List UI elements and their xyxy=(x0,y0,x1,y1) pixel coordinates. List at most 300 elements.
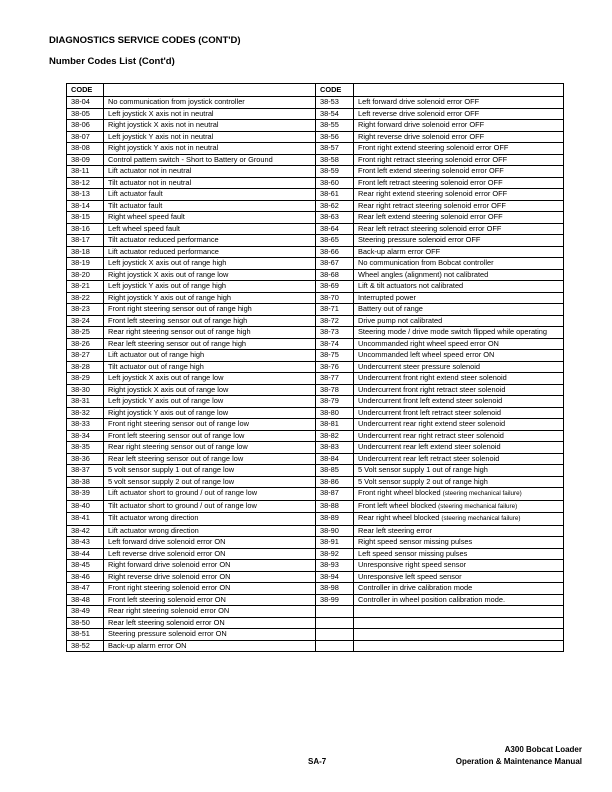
code-cell xyxy=(67,430,104,442)
description-cell-text: Front right steering sensor out of range high xyxy=(108,304,252,313)
description-cell-text: Lift actuator not in neutral xyxy=(108,166,192,175)
code-cell xyxy=(316,189,354,201)
description-cell-text: Left joystick X axis not in neutral xyxy=(108,108,214,118)
description-cell-text: Right joystick Y axis out of range low xyxy=(108,407,229,417)
codes-table-body xyxy=(67,97,564,652)
description-cell-text: Lift actuator short to ground / out of range low xyxy=(108,488,258,497)
description-cell xyxy=(354,304,564,316)
code-cell-text: 38-23 xyxy=(71,304,90,313)
table-row xyxy=(67,419,564,431)
code-cell-text: 38-69 xyxy=(320,281,339,290)
description-cell-text: Right joystick Y axis out of range high xyxy=(108,292,231,302)
description-cell xyxy=(354,571,564,583)
description-cell-text: Left joystick X axis out of range low xyxy=(108,373,224,382)
description-cell xyxy=(354,419,564,431)
code-cell-text: 38-59 xyxy=(320,166,339,175)
code-cell xyxy=(316,246,354,258)
description-cell-text: Lift actuator reduced performance xyxy=(108,246,219,256)
code-cell-text: 38-71 xyxy=(320,304,339,313)
description-cell-text: Front left wheel blocked xyxy=(358,500,437,510)
description-cell xyxy=(354,223,564,235)
code-cell-text: 38-35 xyxy=(71,442,90,451)
description-cell xyxy=(104,640,316,652)
description-cell-text: Undercurrent rear right retract steer solenoid xyxy=(358,430,504,440)
description-cell-text: Right reverse drive solenoid error OFF xyxy=(358,131,485,141)
description-cell-text: Rear left steering sensor out of range high xyxy=(108,338,247,348)
description-cell xyxy=(354,281,564,293)
code-cell-text: 38-80 xyxy=(320,407,339,417)
code-cell-text: 38-25 xyxy=(71,327,90,336)
code-cell xyxy=(67,258,104,270)
code-cell-text: 38-73 xyxy=(320,327,339,336)
description-cell-text: Front right extend steering solenoid error OFF xyxy=(358,143,509,152)
description-cell xyxy=(104,453,316,465)
code-cell xyxy=(67,640,104,652)
code-cell xyxy=(316,629,354,641)
description-cell-text: Tilt actuator wrong direction xyxy=(108,513,199,522)
code-cell xyxy=(67,223,104,235)
code-cell-text: 38-77 xyxy=(320,373,339,382)
description-cell xyxy=(354,384,564,396)
description-cell-text: Undercurrent rear left extend steer solenoid xyxy=(358,442,501,451)
code-cell-text: 38-85 xyxy=(320,465,339,474)
code-cell-text: 38-46 xyxy=(71,571,90,581)
table-row xyxy=(67,189,564,201)
code-cell-text: 38-93 xyxy=(320,560,339,569)
code-cell-text: 38-86 xyxy=(320,476,339,486)
code-cell xyxy=(316,384,354,396)
table-row xyxy=(67,396,564,408)
description-cell xyxy=(354,488,564,501)
description-cell xyxy=(104,571,316,583)
code-cell-text: 38-84 xyxy=(320,453,339,463)
description-cell-text: Lift actuator wrong direction xyxy=(108,525,199,535)
code-cell xyxy=(316,292,354,304)
description-cell-text: Front left steering solenoid error ON xyxy=(108,594,226,604)
code-cell-text: 38-14 xyxy=(71,200,90,210)
code-cell-text: 38-79 xyxy=(320,396,339,405)
code-cell xyxy=(67,361,104,373)
code-cell-text: 38-06 xyxy=(71,120,90,129)
code-cell-text: 38-60 xyxy=(320,177,339,187)
code-cell-text: 38-38 xyxy=(71,476,90,486)
table-row xyxy=(67,292,564,304)
code-cell xyxy=(316,108,354,120)
code-cell-text: 38-87 xyxy=(320,488,339,497)
description-cell xyxy=(354,407,564,419)
description-cell xyxy=(104,583,316,595)
description-cell-text: Undercurrent front right retract steer solenoid xyxy=(358,384,506,394)
code-cell-text: 38-28 xyxy=(71,361,90,371)
table-row xyxy=(67,571,564,583)
table-row xyxy=(67,97,564,109)
description-cell-text: Tilt actuator short to ground / out of range low xyxy=(108,500,257,510)
description-cell-text: Left reverse drive solenoid error ON xyxy=(108,548,226,558)
description-cell xyxy=(104,594,316,606)
code-cell-text: 38-72 xyxy=(320,315,339,325)
description-cell xyxy=(354,500,564,513)
description-cell-text: Right joystick X axis out of range low xyxy=(108,384,229,394)
description-cell-text: Rear left extend steering solenoid error OFF xyxy=(358,212,503,221)
description-cell-text: Rear left retract steering solenoid error OFF xyxy=(358,223,502,233)
table-row xyxy=(67,166,564,178)
description-cell xyxy=(104,143,316,155)
code-cell xyxy=(316,350,354,362)
table-row xyxy=(67,235,564,247)
code-cell-text: 38-40 xyxy=(71,500,90,510)
code-cell xyxy=(67,407,104,419)
description-cell xyxy=(354,246,564,258)
description-cell xyxy=(354,548,564,560)
description-cell-text: Left wheel speed fault xyxy=(108,223,180,233)
table-row xyxy=(67,430,564,442)
code-cell xyxy=(67,338,104,350)
code-cell xyxy=(316,269,354,281)
code-cell xyxy=(67,537,104,549)
description-cell xyxy=(104,304,316,316)
table-row xyxy=(67,560,564,572)
description-cell xyxy=(104,281,316,293)
code-cell xyxy=(316,373,354,385)
description-header-right xyxy=(354,84,564,97)
description-cell xyxy=(104,629,316,641)
code-header-right: CODE xyxy=(316,84,354,97)
description-cell xyxy=(354,442,564,454)
code-cell xyxy=(67,513,104,526)
code-cell xyxy=(67,606,104,618)
description-cell-text: Interrupted power xyxy=(358,292,416,302)
code-cell xyxy=(67,97,104,109)
description-cell xyxy=(104,548,316,560)
description-cell xyxy=(354,560,564,572)
code-cell xyxy=(316,396,354,408)
description-cell xyxy=(354,258,564,270)
code-cell-text: 38-09 xyxy=(71,154,90,164)
code-cell xyxy=(67,453,104,465)
table-row xyxy=(67,617,564,629)
code-cell xyxy=(316,338,354,350)
code-cell-text: 38-22 xyxy=(71,292,90,302)
description-cell xyxy=(354,453,564,465)
code-cell-text: 38-05 xyxy=(71,108,90,118)
description-cell-text: Undercurrent front right extend steer solenoid xyxy=(358,373,507,382)
description-cell-text: Lift actuator fault xyxy=(108,189,163,198)
description-cell-text: Rear right steering solenoid error ON xyxy=(108,606,230,615)
code-cell xyxy=(67,235,104,247)
code-cell-text: 38-39 xyxy=(71,488,90,497)
description-cell-text: Tilt actuator not in neutral xyxy=(108,177,192,187)
description-header-left xyxy=(104,84,316,97)
description-cell xyxy=(104,97,316,109)
description-cell-text: No communication from Bobcat controller xyxy=(358,258,494,267)
code-cell-text: 38-98 xyxy=(320,583,339,592)
description-cell xyxy=(104,500,316,513)
description-cell xyxy=(104,235,316,247)
code-cell xyxy=(316,617,354,629)
description-cell xyxy=(104,384,316,396)
code-cell-text: 38-89 xyxy=(320,513,339,522)
description-cell xyxy=(354,465,564,477)
code-cell-text: 38-31 xyxy=(71,396,90,405)
code-cell xyxy=(316,606,354,618)
code-cell-text: 38-81 xyxy=(320,419,339,428)
code-cell-text: 38-32 xyxy=(71,407,90,417)
footer-product-title: A300 Bobcat Loader xyxy=(504,745,582,754)
code-cell xyxy=(316,223,354,235)
description-cell xyxy=(104,476,316,488)
description-cell xyxy=(354,513,564,526)
description-cell-text: Undercurrent rear left retract steer solenoid xyxy=(358,453,500,463)
table-row xyxy=(67,442,564,454)
table-row xyxy=(67,453,564,465)
table-row xyxy=(67,131,564,143)
code-cell xyxy=(67,617,104,629)
description-cell xyxy=(104,361,316,373)
description-cell-text: Left forward drive solenoid error ON xyxy=(108,537,226,546)
code-cell xyxy=(316,537,354,549)
code-cell xyxy=(67,419,104,431)
description-cell-text: Undercurrent steer pressure solenoid xyxy=(358,361,481,371)
description-cell-text: Right reverse drive solenoid error ON xyxy=(108,571,231,581)
code-cell xyxy=(316,304,354,316)
description-cell-text: Front right wheel blocked xyxy=(358,488,441,497)
code-cell-text: 38-24 xyxy=(71,315,90,325)
description-cell-text: Controller in wheel position calibration mode. xyxy=(358,594,506,604)
description-cell-text: Right speed sensor missing pulses xyxy=(358,537,473,546)
description-cell-text: Rear left steering sensor out of range low xyxy=(108,453,244,463)
code-cell xyxy=(316,131,354,143)
description-cell-text: Wheel angles (alignment) not calibrated xyxy=(358,269,489,279)
description-cell-text: 5 volt sensor supply 2 out of range low xyxy=(108,476,235,486)
description-cell xyxy=(354,396,564,408)
code-cell-text: 38-74 xyxy=(320,338,339,348)
description-cell xyxy=(104,488,316,501)
description-cell xyxy=(354,617,564,629)
code-cell xyxy=(316,571,354,583)
description-cell xyxy=(104,537,316,549)
code-cell-text: 38-26 xyxy=(71,338,90,348)
description-cell xyxy=(354,338,564,350)
description-cell-text: 5 Volt sensor supply 2 out of range high xyxy=(358,476,488,486)
description-cell xyxy=(104,246,316,258)
table-row xyxy=(67,583,564,595)
code-cell-text: 38-12 xyxy=(71,177,90,187)
description-cell xyxy=(104,560,316,572)
table-row xyxy=(67,350,564,362)
code-cell xyxy=(316,465,354,477)
code-cell-text: 38-64 xyxy=(320,223,339,233)
code-cell xyxy=(67,315,104,327)
table-row xyxy=(67,338,564,350)
code-cell-text: 38-17 xyxy=(71,235,90,244)
table-row xyxy=(67,212,564,224)
description-cell xyxy=(354,476,564,488)
code-cell-text: 38-11 xyxy=(71,166,90,175)
code-cell-text: 38-34 xyxy=(71,430,90,440)
table-row xyxy=(67,500,564,513)
table-row xyxy=(67,281,564,293)
description-cell-text: Right wheel speed fault xyxy=(108,212,185,221)
code-cell xyxy=(316,594,354,606)
description-cell xyxy=(354,269,564,281)
description-cell xyxy=(104,131,316,143)
code-cell xyxy=(67,548,104,560)
description-cell xyxy=(104,396,316,408)
code-cell xyxy=(316,120,354,132)
code-cell-text: 38-47 xyxy=(71,583,90,592)
code-cell-text: 38-57 xyxy=(320,143,339,152)
table-row xyxy=(67,594,564,606)
code-cell-text: 38-48 xyxy=(71,594,90,604)
code-cell xyxy=(316,281,354,293)
footer-manual-title: Operation & Maintenance Manual xyxy=(455,757,582,766)
code-cell-text: 38-88 xyxy=(320,500,339,510)
code-cell xyxy=(67,500,104,513)
code-cell xyxy=(67,292,104,304)
code-header-left: CODE xyxy=(67,84,104,97)
description-cell xyxy=(354,189,564,201)
description-cell xyxy=(354,212,564,224)
description-cell xyxy=(104,120,316,132)
code-cell xyxy=(67,177,104,189)
description-cell-text: Rear right steering sensor out of range high xyxy=(108,327,251,336)
description-cell-text: Uncommanded right wheel speed error ON xyxy=(358,338,499,348)
description-cell-text: Control pattern switch - Short to Battery or Ground xyxy=(108,154,273,164)
description-cell-text: Left reverse drive solenoid error OFF xyxy=(358,108,480,118)
description-cell xyxy=(104,154,316,166)
code-cell-text: 38-61 xyxy=(320,189,339,198)
code-cell xyxy=(316,407,354,419)
code-cell-text: 38-67 xyxy=(320,258,339,267)
description-cell xyxy=(354,315,564,327)
table-row xyxy=(67,361,564,373)
code-cell xyxy=(316,177,354,189)
code-cell xyxy=(67,571,104,583)
description-cell-text: Right forward drive solenoid error OFF xyxy=(358,120,485,129)
table-row xyxy=(67,407,564,419)
table-row xyxy=(67,315,564,327)
description-cell xyxy=(104,338,316,350)
code-cell xyxy=(316,361,354,373)
table-row xyxy=(67,108,564,120)
table-row xyxy=(67,465,564,477)
description-cell xyxy=(354,525,564,537)
code-cell xyxy=(67,246,104,258)
table-row xyxy=(67,246,564,258)
description-cell xyxy=(104,513,316,526)
code-cell-text: 38-58 xyxy=(320,154,339,164)
description-cell xyxy=(354,97,564,109)
code-cell xyxy=(67,629,104,641)
code-cell-text: 38-52 xyxy=(71,640,90,650)
table-row xyxy=(67,629,564,641)
code-cell-text: 38-42 xyxy=(71,525,90,535)
description-cell-text: Battery out of range xyxy=(358,304,423,313)
code-cell-text: 38-76 xyxy=(320,361,339,371)
description-cell-text: Lift & tilt actuators not calibrated xyxy=(358,281,464,290)
table-row xyxy=(67,177,564,189)
table-row xyxy=(67,327,564,339)
description-cell xyxy=(354,154,564,166)
table-row xyxy=(67,304,564,316)
description-cell xyxy=(104,525,316,537)
table-row xyxy=(67,537,564,549)
code-cell-text: 38-27 xyxy=(71,350,90,359)
table-row xyxy=(67,120,564,132)
description-cell xyxy=(354,640,564,652)
description-cell xyxy=(104,430,316,442)
table-row xyxy=(67,476,564,488)
code-cell xyxy=(67,384,104,396)
description-cell xyxy=(354,327,564,339)
table-row xyxy=(67,488,564,501)
description-cell xyxy=(354,629,564,641)
code-cell-text: 38-04 xyxy=(71,97,90,106)
description-cell-text: Controller in drive calibration mode xyxy=(358,583,473,592)
description-cell xyxy=(104,189,316,201)
description-cell-text: Tilt actuator fault xyxy=(108,200,163,210)
description-cell-text: Rear left steering error xyxy=(358,525,432,535)
code-cell-text: 38-07 xyxy=(71,131,90,141)
description-cell xyxy=(104,465,316,477)
code-cell-text: 38-36 xyxy=(71,453,90,463)
code-cell xyxy=(67,465,104,477)
table-row xyxy=(67,143,564,155)
description-cell xyxy=(104,258,316,270)
code-cell xyxy=(316,315,354,327)
description-cell xyxy=(104,606,316,618)
description-cell-text: Unresponsive left speed sensor xyxy=(358,571,462,581)
description-cell xyxy=(104,617,316,629)
description-cell-text: Drive pump not calibrated xyxy=(358,315,443,325)
code-cell xyxy=(316,258,354,270)
code-cell-text: 38-30 xyxy=(71,384,90,394)
description-cell-text: Right forward drive solenoid error ON xyxy=(108,560,231,569)
description-cell-text: Rear right wheel blocked xyxy=(358,513,440,522)
code-cell xyxy=(67,200,104,212)
description-cell xyxy=(104,407,316,419)
code-cell xyxy=(67,212,104,224)
description-cell-text: Left speed sensor missing pulses xyxy=(358,548,468,558)
code-cell-text: 38-92 xyxy=(320,548,339,558)
description-cell-text: Steering pressure solenoid error OFF xyxy=(358,235,481,244)
code-cell xyxy=(316,166,354,178)
code-cell xyxy=(67,373,104,385)
description-cell-text: Rear right extend steering solenoid error OFF xyxy=(358,189,508,198)
code-cell xyxy=(67,269,104,281)
code-cell-text: 38-55 xyxy=(320,120,339,129)
code-cell-text: 38-13 xyxy=(71,189,90,198)
description-cell-text: Front right retract steering solenoid error OFF xyxy=(358,154,508,164)
section-subtitle: Number Codes List (Cont'd) xyxy=(49,56,175,67)
description-cell xyxy=(104,269,316,281)
description-cell xyxy=(354,594,564,606)
description-cell xyxy=(104,223,316,235)
code-cell xyxy=(67,560,104,572)
code-cell-text: 38-45 xyxy=(71,560,90,569)
code-cell xyxy=(316,560,354,572)
code-cell xyxy=(316,212,354,224)
code-cell-text: 38-94 xyxy=(320,571,339,581)
code-cell xyxy=(67,281,104,293)
description-cell-text: Left joystick Y axis not in neutral xyxy=(108,131,214,141)
page-title: DIAGNOSTICS SERVICE CODES (CONT'D) xyxy=(49,35,241,46)
description-cell-text: Undercurrent front left retract steer solenoid xyxy=(358,407,501,417)
code-cell-text: 38-62 xyxy=(320,200,339,210)
code-cell-text: 38-99 xyxy=(320,594,339,604)
table-row xyxy=(67,373,564,385)
description-note: (steering mechanical failure) xyxy=(442,490,522,497)
